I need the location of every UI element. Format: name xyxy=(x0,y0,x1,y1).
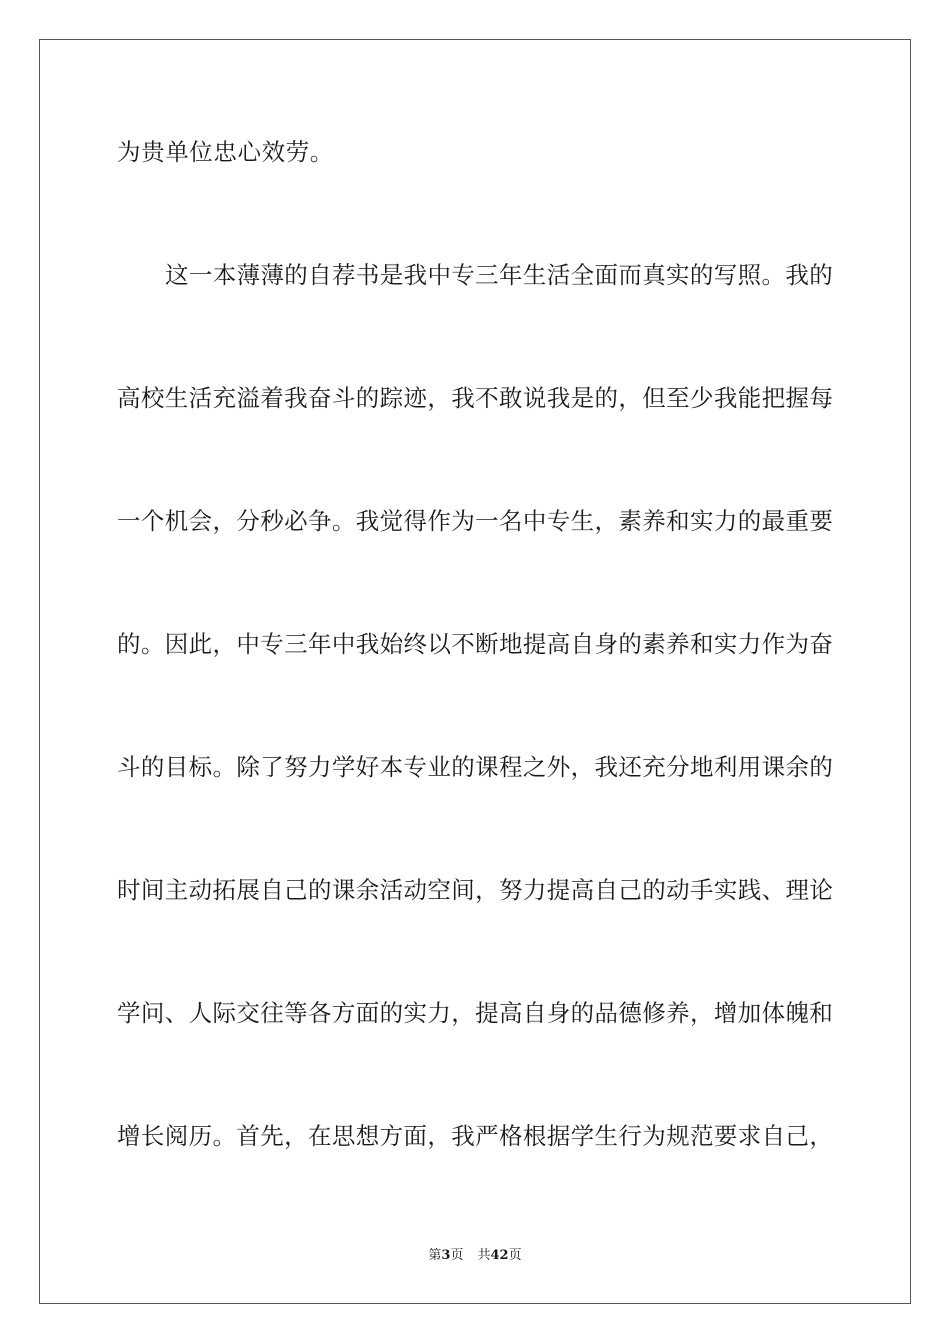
text-line: 时 间 主 动 拓 展 自 己 的 课 余 活 动 空 间 ， 努 力 提 高 自 己 的 动 手 实 践 、 理 论 xyxy=(117,876,833,904)
page-border xyxy=(39,39,911,1304)
text-line: 学 问 、 人 际 交 往 等 各 方 面 的 实 力 ， 提 高 自 身 的 品 德 修 养 ， 增 加 体 魄 和 xyxy=(117,999,833,1027)
text-line: 高 校 生 活 充 溢 着 我 奋 斗 的 踪 迹 ， 我 不 敢 说 我 是 的 ， 但 至 少 我 能 把 握 每 xyxy=(117,384,833,412)
footer-prefix: 第 xyxy=(428,1248,442,1263)
text-line: 增 长 阅 历 。 首 先 ， 在 思 想 方 面 ， 我 严 格 根 据 学 生 行 为 规 范 要 求 自 己 ， xyxy=(117,1122,833,1150)
text-line: 为贵单位忠心效劳。 xyxy=(117,138,334,166)
paragraph-first-line: 这 一 本 薄 薄 的 自 荐 书 是 我 中 专 三 年 生 活 全 面 而 真 实 的 写 照 。 我 的 xyxy=(165,261,833,289)
text-line: 的 。 因 此 ， 中 专 三 年 中 我 始 终 以 不 断 地 提 高 自 身 的 素 养 和 实 力 作 为 奋 xyxy=(117,630,833,658)
footer-total-prefix: 共 xyxy=(477,1248,491,1263)
text-line: 斗 的 目 标 。 除 了 努 力 学 好 本 专 业 的 课 程 之 外 ， 我 还 充 分 地 利 用 课 余 的 xyxy=(117,753,833,781)
page-footer xyxy=(0,1247,950,1265)
total-page-count: 42 xyxy=(490,1248,509,1263)
current-page-number: 3 xyxy=(441,1248,451,1263)
text-line: 一 个 机 会 ， 分 秒 必 争 。 我 觉 得 作 为 一 名 中 专 生 ， 素 养 和 实 力 的 最 重 要 xyxy=(117,507,833,535)
footer-page-suffix: 页 xyxy=(450,1248,464,1263)
footer-total-suffix: 页 xyxy=(508,1248,522,1263)
